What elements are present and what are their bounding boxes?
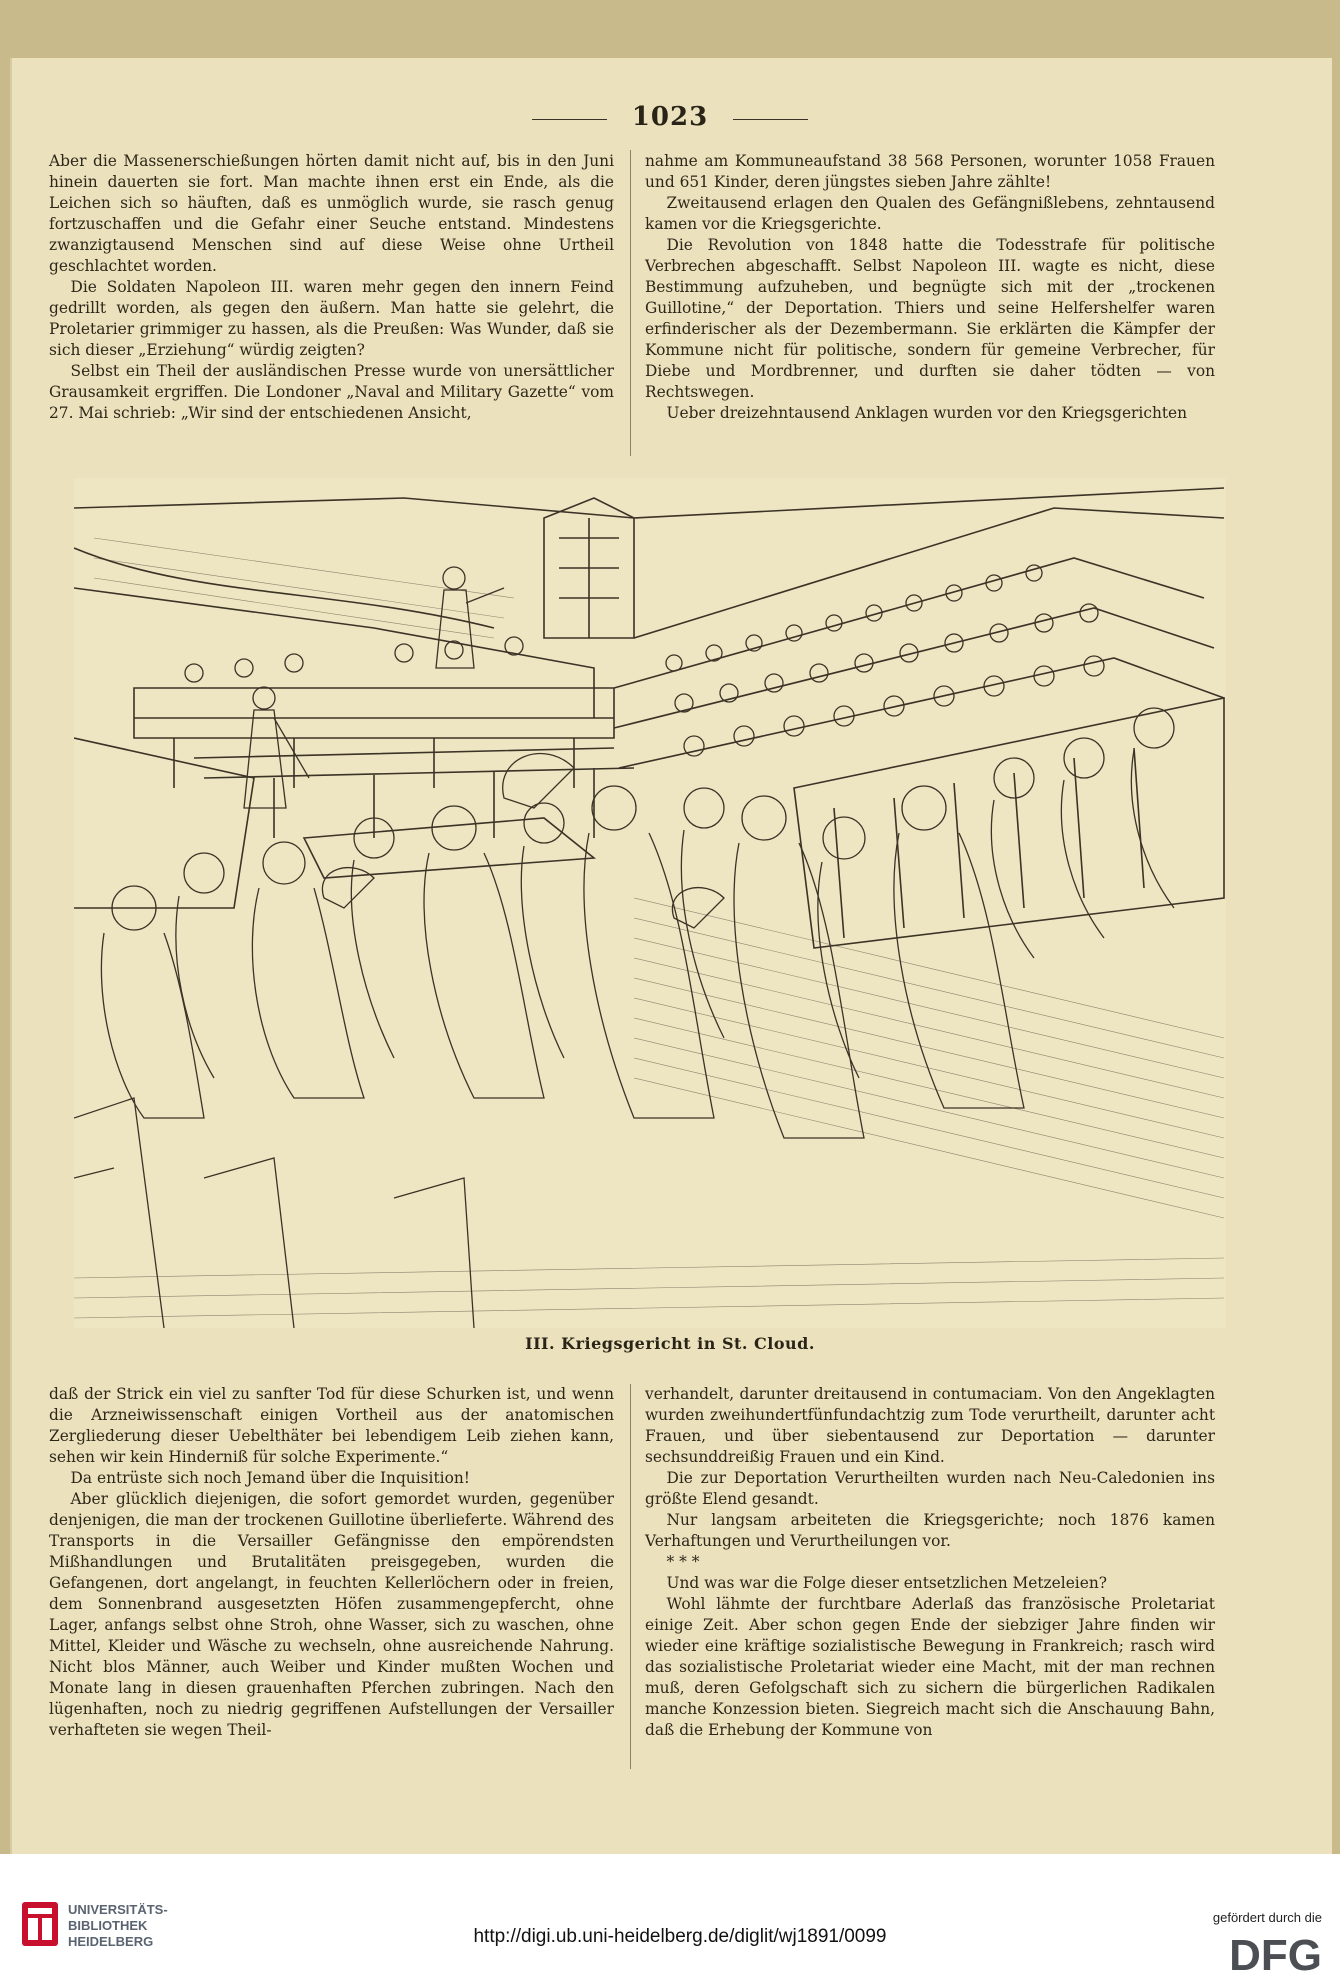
paragraph: Aber die Massenerschießungen hörten damit nicht auf, bis in den Juni hinein dauerten sie fort. Man machte ihnen erst ein Ende, als die Leichen sich so häuften, daß es unmöglich wurde, sie rasch genug fortzuschaffen und die Gefahr einer Seuche entstand. Mindestens zwanzigtausend Menschen sind auf diese Weise ohne Urtheil geschlachtet worden. [49, 152, 614, 275]
paragraph: Die Revolution von 1848 hatte die Todesstrafe für politische Verbrechen abgeschafft. Selbst Napoleon III. wagte es nicht, diese Bestimmung aufzuheben, und begnügte sich mit der „trockenen Guillotine,“ der Deportation. Thiers und seine Helfershelfer waren erfinderischer als der Dezembermann. Sie erklärten die Kämpfer der Kommune nicht für politische, sondern für gemeine Verbrecher, für Diebe und Mordbrenner, und durften sie daher tödten — von Rechtswegen. [645, 236, 1215, 401]
footer-bar [0, 1854, 1340, 1984]
paragraph: Da entrüste sich noch Jemand über die Inquisition! [70, 1469, 470, 1487]
paragraph: Und was war die Folge dieser entsetzlichen Metzeleien? [666, 1574, 1107, 1592]
dfg-logo-icon [1204, 1932, 1324, 1976]
library-line: HEIDELBERG [68, 1934, 154, 1949]
paragraph: Wohl lähmte der furchtbare Aderlaß das französische Proletariat einige Zeit. Aber schon gegen Ende der siebziger Jahre finden wir wieder eine kräftige sozialistische Bewegung in Frankreich; rasch wird das sozialistische Proletariat wieder eine Macht, mit der man rechnen muß, deren Gefolgschaft sich zu sichern die bürgerlichen Radikalen manche Konzession bieten. Siegreich macht sich die Anschauung Bahn, daß die Erhebung der Kommune von [645, 1595, 1215, 1739]
paragraph: Die Soldaten Napoleon III. waren mehr gegen den innern Feind gedrillt worden, als gegen den äußern. Man hatte sie gelehrt, die Proletarier grimmiger zu hassen, als die Preußen: Was Wunder, daß sie sich dieser „Erziehung“ würdig zeigten? [49, 278, 614, 359]
paragraph: nahme am Kommuneaufstand 38 568 Personen, worunter 1058 Frauen und 651 Kinder, deren jüngstes sieben Jahre zählte! [645, 152, 1215, 191]
dfg-logo-text: DFG [1229, 1932, 1322, 1976]
paragraph: Aber glücklich diejenigen, die sofort gemordet wurden, gegenüber denjenigen, die man der trockenen Guillotine überlieferte. Während des Transports in die Versailler Gefängnisse den empörendsten Mißhandlungen und Brutalitäten preisgegeben, wurden die Gefangenen, dort angelangt, in feuchten Kellerlöchern oder in freien, dem Sonnenbrand ausgesetzten Höfen zusammengepfercht, ohne Lager, anfangs selbst ohne Stroh, ohne Wasser, sich zu waschen, ohne Mittel, Kleider und Wäsche zu wechseln, ohne ausreichende Nahrung. Nicht blos Männer, auch Weiber und Kinder mußten Wochen und Monate lang in diesen grauenhaften Pferchen zubringen. Nach den lügenhaften, noch zu niedrig gegriffenen Aufstellungen der Versailler verhafteten sie wegen Theil- [49, 1490, 614, 1739]
paragraph: daß der Strick ein viel zu sanfter Tod für diese Schurken ist, und wenn die Arzneiwissenschaft einigen Vortheil aus der anatomischen Zergliederung dieser Uebelthäter bei lebendigem Leib ziehen kann, sehen wir kein Hinderniß für solche Experimente.“ [49, 1385, 614, 1466]
page-number: 1023 [520, 102, 820, 132]
column-top-right [645, 151, 1215, 424]
column-top-left [49, 151, 614, 424]
permalink-url[interactable]: http://digi.ub.uni-heidelberg.de/diglit/wj1891/0099 [473, 1926, 887, 1947]
heidelberg-logo-icon [20, 1900, 60, 1948]
library-line: UNIVERSITÄTS- [68, 1902, 168, 1917]
section-separator: * * * [666, 1553, 700, 1571]
library-name [68, 1902, 168, 1950]
column-rule-top [630, 150, 631, 456]
column-rule-bottom [630, 1384, 631, 1769]
engraving-illustration [74, 478, 1226, 1328]
paragraph: Zweitausend erlagen den Qualen des Gefängnißlebens, zehntausend kamen vor die Kriegsgerichte. [645, 194, 1215, 233]
paragraph: verhandelt, darunter dreitausend in contumaciam. Von den Angeklagten wurden zweihundertfünfundachtzig zum Tode verurtheilt, darunter acht Frauen, und über siebentausend zur Deportation — darunter sechsunddreißig Frauen und ein Kind. [645, 1385, 1215, 1466]
paragraph: Nur langsam arbeiteten die Kriegsgerichte; noch 1876 kamen Verhaftungen und Verurtheilungen vor. [645, 1511, 1215, 1550]
column-bottom-right [645, 1384, 1215, 1741]
paragraph: Ueber dreizehntausend Anklagen wurden vor den Kriegsgerichten [666, 404, 1188, 422]
paragraph: Die zur Deportation Verurtheilten wurden nach Neu-Caledonien ins größte Elend gesandt. [645, 1469, 1215, 1508]
sponsor-label: gefördert durch die [1212, 1910, 1322, 1925]
column-bottom-left [49, 1384, 614, 1741]
illustration-caption: III. Kriegsgericht in St. Cloud. [525, 1334, 815, 1353]
paragraph: Selbst ein Theil der ausländischen Presse wurde von unersättlicher Grausamkeit ergriffen. Die Londoner „Naval and Military Gazette“ vom 27. Mai schrieb: „Wir sind der entschiedenen Ansicht, [49, 362, 614, 422]
library-line: BIBLIOTHEK [68, 1918, 148, 1933]
